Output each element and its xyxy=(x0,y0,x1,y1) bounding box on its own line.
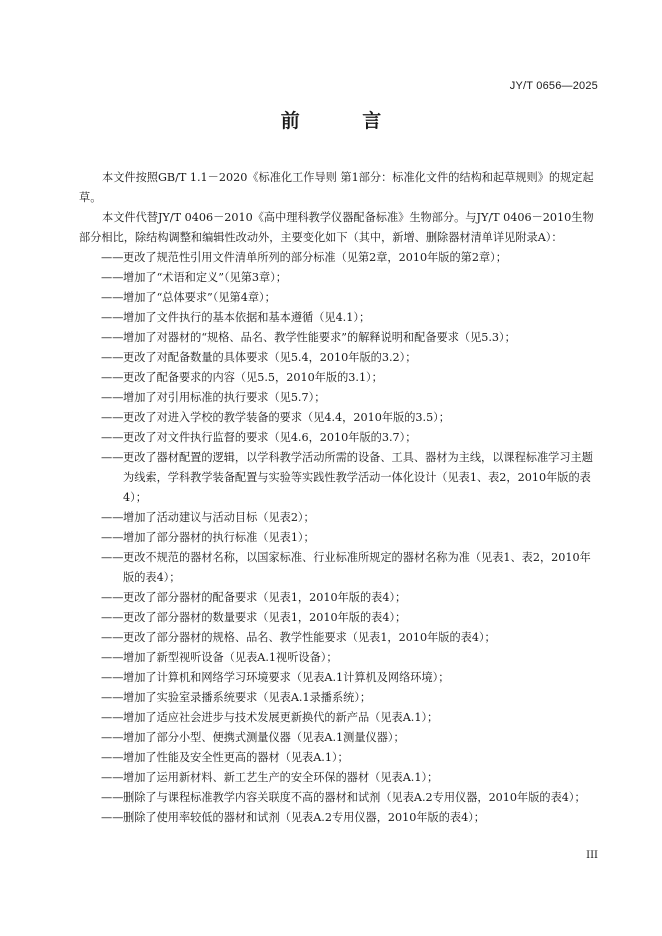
change-text: 增加了“术语和定义”（见第3章）； xyxy=(123,271,287,284)
change-text: 增加了部分器材的执行标准（见表1）； xyxy=(123,531,315,544)
change-text: 增加了部分小型、便携式测量仪器（见表A.1测量仪器）； xyxy=(123,731,405,744)
standard-code: JY/T 0656—2025 xyxy=(509,80,598,92)
change-text: 增加了适应社会进步与技术发展更新换代的新产品（见表A.1）； xyxy=(123,711,439,724)
change-item xyxy=(79,308,599,328)
dash-marker: —— xyxy=(101,411,124,424)
page-title: 前 言 xyxy=(280,110,410,132)
change-text: 增加了运用新材料、新工艺生产的安全环保的器材（见表A.1）； xyxy=(123,771,439,784)
dash-marker: —— xyxy=(101,451,124,464)
change-item xyxy=(79,288,599,308)
dash-marker: —— xyxy=(101,651,124,664)
change-item xyxy=(79,688,599,708)
change-text: 删除了与课程标准教学内容关联度不高的器材和试剂（见表A.2专用仪器，2010年版的表4）； xyxy=(123,791,586,804)
change-item xyxy=(79,248,599,268)
change-item xyxy=(79,588,599,608)
change-text: 增加了新型视听设备（见表A.1视听设备）； xyxy=(123,651,338,664)
change-item xyxy=(79,548,599,588)
dash-marker: —— xyxy=(101,751,124,764)
change-text: 删除了使用率较低的器材和试剂（见表A.2专用仪器，2010年版的表4）； xyxy=(123,811,485,824)
change-text: 增加了对引用标准的执行要求（见5.7）； xyxy=(123,391,326,404)
change-text: 更改了部分器材的配备要求（见表1，2010年版的表4）； xyxy=(123,591,407,604)
dash-marker: —— xyxy=(101,591,124,604)
dash-marker: —— xyxy=(101,551,124,564)
dash-marker: —— xyxy=(101,291,124,304)
change-text: 更改了对进入学校的教学装备的要求（见4.4，2010年版的3.5）； xyxy=(123,411,450,424)
change-item xyxy=(79,808,599,828)
change-item xyxy=(79,648,599,668)
change-text: 增加了文件执行的基本依据和基本遵循（见4.1）； xyxy=(123,311,371,324)
dash-marker: —— xyxy=(101,391,124,404)
change-item xyxy=(79,668,599,688)
dash-marker: —— xyxy=(101,711,124,724)
dash-marker: —— xyxy=(101,371,124,384)
change-item xyxy=(79,708,599,728)
change-item xyxy=(79,628,599,648)
dash-marker: —— xyxy=(101,691,124,704)
change-item xyxy=(79,348,599,368)
document-body xyxy=(79,168,599,828)
dash-marker: —— xyxy=(101,511,124,524)
change-list xyxy=(79,248,599,828)
dash-marker: —— xyxy=(101,251,124,264)
change-item xyxy=(79,268,599,288)
change-item xyxy=(79,388,599,408)
page-number: III xyxy=(586,850,598,861)
change-text: 增加了对器材的“规格、品名、教学性能要求”的解释说明和配备要求（见5.3）； xyxy=(123,331,516,344)
change-text: 更改了规范性引用文件清单所列的部分标准（见第2章，2010年版的第2章）； xyxy=(123,251,507,264)
change-text: 增加了“总体要求”（见第4章）； xyxy=(123,291,276,304)
dash-marker: —— xyxy=(101,311,124,324)
dash-marker: —— xyxy=(101,811,124,824)
change-item xyxy=(79,528,599,548)
change-text: 更改了器材配置的逻辑，以学科教学活动所需的设备、工具、器材为主线，以课程标准学习主题为线索，学科教学装备配置与实验等实践性教学活动一体化设计（见表1、表2，2010年版的表4）； xyxy=(123,451,593,504)
change-text: 增加了实验室录播系统要求（见表A.1录播系统）； xyxy=(123,691,372,704)
dash-marker: —— xyxy=(101,731,124,744)
change-item xyxy=(79,768,599,788)
change-text: 更改了部分器材的数量要求（见表1，2010年版的表4）； xyxy=(123,611,407,624)
change-item xyxy=(79,328,599,348)
dash-marker: —— xyxy=(101,271,124,284)
dash-marker: —— xyxy=(101,791,124,804)
change-item xyxy=(79,448,599,508)
change-item xyxy=(79,368,599,388)
change-item xyxy=(79,748,599,768)
change-item xyxy=(79,508,599,528)
change-item xyxy=(79,788,599,808)
change-text: 更改了对文件执行监督的要求（见4.6，2010年版的3.7）； xyxy=(123,431,417,444)
intro-paragraph: 本文件按照GB/T 1.1－2020《标准化工作导则 第1部分：标准化文件的结构和起草规则》的规定起草。 xyxy=(79,171,594,204)
change-text: 更改了对配备数量的具体要求（见5.4，2010年版的3.2）； xyxy=(123,351,417,364)
dash-marker: —— xyxy=(101,771,124,784)
dash-marker: —— xyxy=(101,431,124,444)
change-text: 增加了活动建议与活动目标（见表2）； xyxy=(123,511,315,524)
change-item xyxy=(79,728,599,748)
dash-marker: —— xyxy=(101,611,124,624)
change-text: 增加了计算机和网络学习环境要求（见表A.1计算机及网络环境）； xyxy=(123,671,450,684)
dash-marker: —— xyxy=(101,671,124,684)
change-item xyxy=(79,428,599,448)
change-text: 更改了配备要求的内容（见5.5，2010年版的3.1）； xyxy=(123,371,383,384)
change-text: 更改不规范的器材名称，以国家标准、行业标准所规定的器材名称为准（见表1、表2，2010年版的表4）； xyxy=(123,551,591,584)
dash-marker: —— xyxy=(101,351,124,364)
change-text: 更改了部分器材的规格、品名、教学性能要求（见表1，2010年版的表4）； xyxy=(123,631,496,644)
dash-marker: —— xyxy=(101,531,124,544)
change-item xyxy=(79,608,599,628)
dash-marker: —— xyxy=(101,631,124,644)
dash-marker: —— xyxy=(101,331,124,344)
replacement-paragraph: 本文件代替JY/T 0406－2010《高中理科教学仪器配备标准》生物部分。与JY/T 0406－2010生物部分相比，除结构调整和编辑性改动外，主要变化如下（其中，新增、删除器材清单详见附录A）： xyxy=(79,211,594,244)
change-text: 增加了性能及安全性更高的器材（见表A.1）； xyxy=(123,751,349,764)
change-item xyxy=(79,408,599,428)
